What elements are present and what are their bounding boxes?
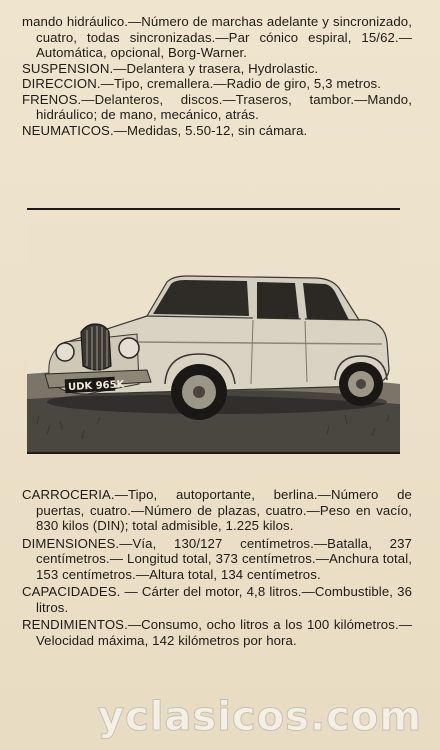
divider-bottom (27, 452, 400, 454)
spec-block-top (22, 14, 412, 138)
spec-suspension: SUSPENSION.—Delantera y trasera, Hydrolastic. (22, 60, 319, 76)
spec-direccion: DIRECCION.—Tipo, cremallera.—Radio de giro, 5,3 metros. (22, 76, 381, 91)
license-plate: UDK 965K (67, 379, 125, 394)
spec-neumaticos: NEUMATICOS.—Medidas, 5.50-12, sin cámara. (22, 122, 308, 138)
car-photo (27, 224, 400, 452)
spec-frenos: FRENOS.—Delanteros, discos.—Traseros, tambor.—Mando, hidráulico; de mano, mecánico, atrás. (22, 91, 412, 122)
spec-carroceria: CARROCERIA.—Tipo, autoportante, berlina.—Número de puertas, cuatro.—Número de plazas, cuatro.—Peso en vacío, 830 kilos (DIN); total admisible, 1.225 kilos. (22, 487, 412, 533)
spec-dimensiones: DIMENSIONES.—Vía, 130/127 centímetros.—Batalla, 237 centímetros.— Longitud total, 373 centímetros.—Anchura total, 153 centímetros.—Altura total, 134 centímetros. (22, 535, 412, 582)
car-photo-illustration (27, 224, 400, 452)
spec-rendimientos: RENDIMIENTOS.—Consumo, ocho litros a los 100 kilómetros.—Velocidad máxima, 142 kilómetros por hora. (22, 617, 412, 648)
spec-transmission: mando hidráulico.—Número de marchas adelante y sincronizado, cuatro, todas sincronizadas.—Par cónico espiral, 15/62.—Automática, opcional, Borg-Warner. (22, 14, 412, 60)
site-watermark: yclasicos.com (97, 694, 422, 740)
spec-block-bottom (22, 487, 412, 648)
divider-top (27, 208, 400, 210)
spec-capacidades: CAPACIDADES. — Cárter del motor, 4,8 litros.—Combustible, 36 litros. (22, 584, 412, 615)
